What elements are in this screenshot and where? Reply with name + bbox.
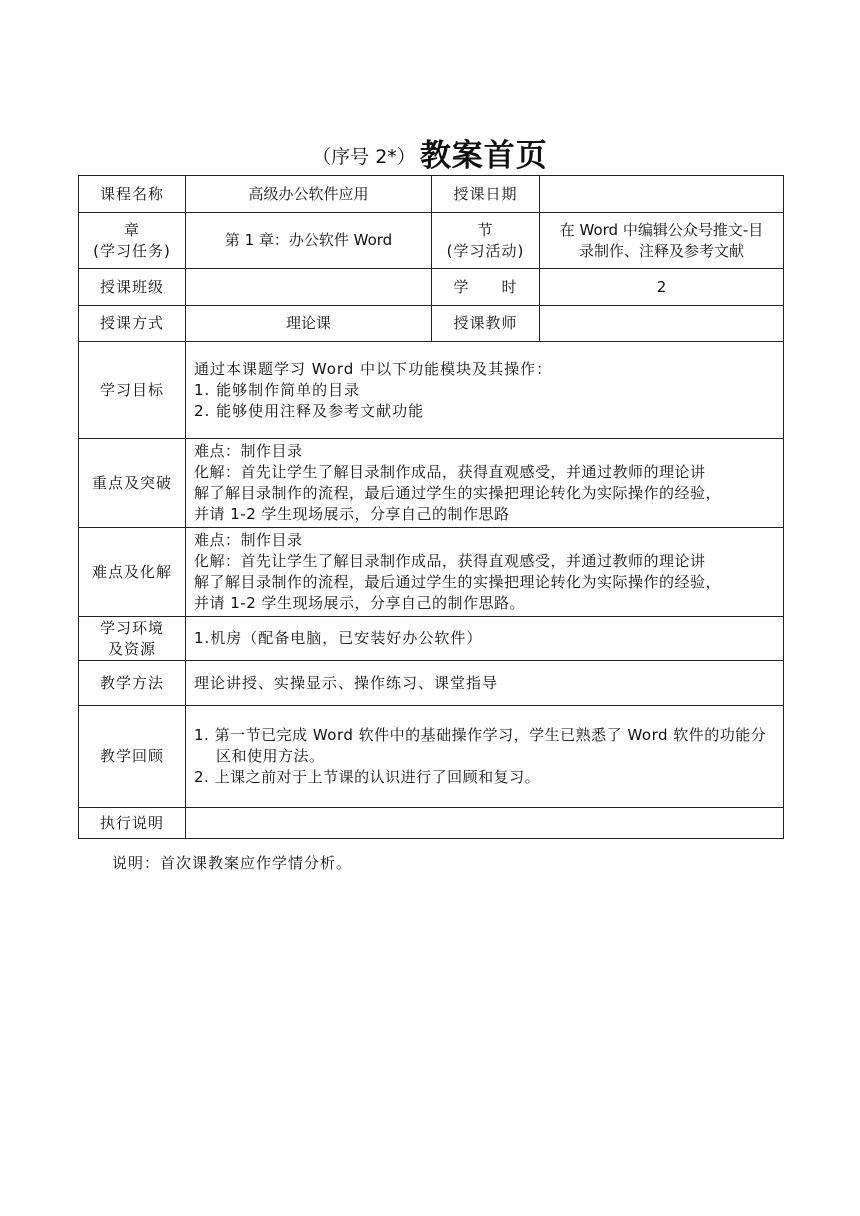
goals-content xyxy=(186,342,784,439)
difficulty-line: 难点：制作目录 xyxy=(194,531,303,549)
goals-label: 学习目标 xyxy=(79,342,186,439)
keypoints-content xyxy=(186,439,784,528)
row-difficulty xyxy=(79,528,784,617)
row-course xyxy=(79,176,784,213)
course-label: 课程名称 xyxy=(79,176,186,213)
section-label xyxy=(432,213,540,269)
chapter-label-line-1: 章 xyxy=(123,220,140,239)
keypoints-line: 难点：制作目录 xyxy=(194,442,303,460)
keypoints-line: 并请 1-2 学生现场展示，分享自己的制作思路 xyxy=(194,505,510,523)
method-value: 理论讲授、实操显示、操作练习、课堂指导 xyxy=(186,661,784,706)
title-prefix: （序号 2*） xyxy=(312,146,416,168)
row-method xyxy=(79,661,784,706)
difficulty-content xyxy=(186,528,784,617)
teacher-label: 授课教师 xyxy=(432,306,540,342)
section-value-line-1: 在 Word 中编辑公众号推文-目 xyxy=(559,220,764,239)
chapter-label-line-2: (学习任务) xyxy=(93,241,171,260)
review-content xyxy=(186,706,784,808)
exec-value[interactable] xyxy=(186,808,784,839)
section-value-line-2: 录制作、注释及参考文献 xyxy=(578,241,744,260)
exec-label: 执行说明 xyxy=(79,808,186,839)
date-value[interactable] xyxy=(540,176,784,213)
env-label-line-1: 学习环境 xyxy=(99,618,164,637)
page-title xyxy=(0,130,860,175)
row-class xyxy=(79,269,784,306)
row-environment xyxy=(79,617,784,661)
lesson-plan-table xyxy=(78,175,784,839)
row-review xyxy=(79,706,784,808)
difficulty-line: 解了解目录制作的流程，最后通过学生的实操把理论转化为实际操作的经验， xyxy=(194,573,722,591)
keypoints-line: 解了解目录制作的流程，最后通过学生的实操把理论转化为实际操作的经验， xyxy=(194,484,722,502)
course-value: 高级办公软件应用 xyxy=(186,176,432,213)
env-label-line-2: 及资源 xyxy=(107,639,156,658)
row-mode xyxy=(79,306,784,342)
goals-item: 1. 能够制作简单的目录 xyxy=(194,380,361,399)
row-keypoints xyxy=(79,439,784,528)
goals-item: 2. 能够使用注释及参考文献功能 xyxy=(194,401,425,420)
review-label: 教学回顾 xyxy=(79,706,186,808)
teacher-value[interactable] xyxy=(540,306,784,342)
goals-intro: 通过本课题学习 Word 中以下功能模块及其操作： xyxy=(194,359,553,378)
title-main: 教案首页 xyxy=(419,138,548,174)
review-item: 1. 第一节已完成 Word 软件中的基础操作学习，学生已熟悉了 Word 软件的功能分区和使用方法。 xyxy=(194,726,767,765)
row-goals xyxy=(79,342,784,439)
date-label: 授课日期 xyxy=(432,176,540,213)
section-label-line-2: (学习活动) xyxy=(446,241,525,260)
mode-label: 授课方式 xyxy=(79,306,186,342)
difficulty-line: 化解：首先让学生了解目录制作成品，获得直观感受，并通过教师的理论讲 xyxy=(194,552,706,570)
difficulty-line: 并请 1-2 学生现场展示，分享自己的制作思路。 xyxy=(194,594,526,612)
keypoints-label: 重点及突破 xyxy=(79,439,186,528)
hours-value: 2 xyxy=(540,269,784,306)
chapter-label xyxy=(79,213,186,269)
section-label-line-1: 节 xyxy=(477,220,494,239)
row-chapter xyxy=(79,213,784,269)
env-label xyxy=(79,617,186,661)
env-value: 1.机房（配备电脑，已安装好办公软件） xyxy=(186,617,784,661)
difficulty-label: 难点及化解 xyxy=(79,528,186,617)
method-label: 教学方法 xyxy=(79,661,186,706)
class-value[interactable] xyxy=(186,269,432,306)
row-execution xyxy=(79,808,784,839)
keypoints-line: 化解：首先让学生了解目录制作成品，获得直观感受，并通过教师的理论讲 xyxy=(194,463,706,481)
hours-label: 学 时 xyxy=(432,269,540,306)
footnote: 说明：首次课教案应作学情分析。 xyxy=(112,854,353,872)
review-item: 2. 上课之前对于上节课的认识进行了回顾和复习。 xyxy=(194,768,541,786)
chapter-value: 第 1 章：办公软件 Word xyxy=(186,213,432,269)
class-label: 授课班级 xyxy=(79,269,186,306)
mode-value: 理论课 xyxy=(186,306,432,342)
section-value xyxy=(540,213,784,269)
